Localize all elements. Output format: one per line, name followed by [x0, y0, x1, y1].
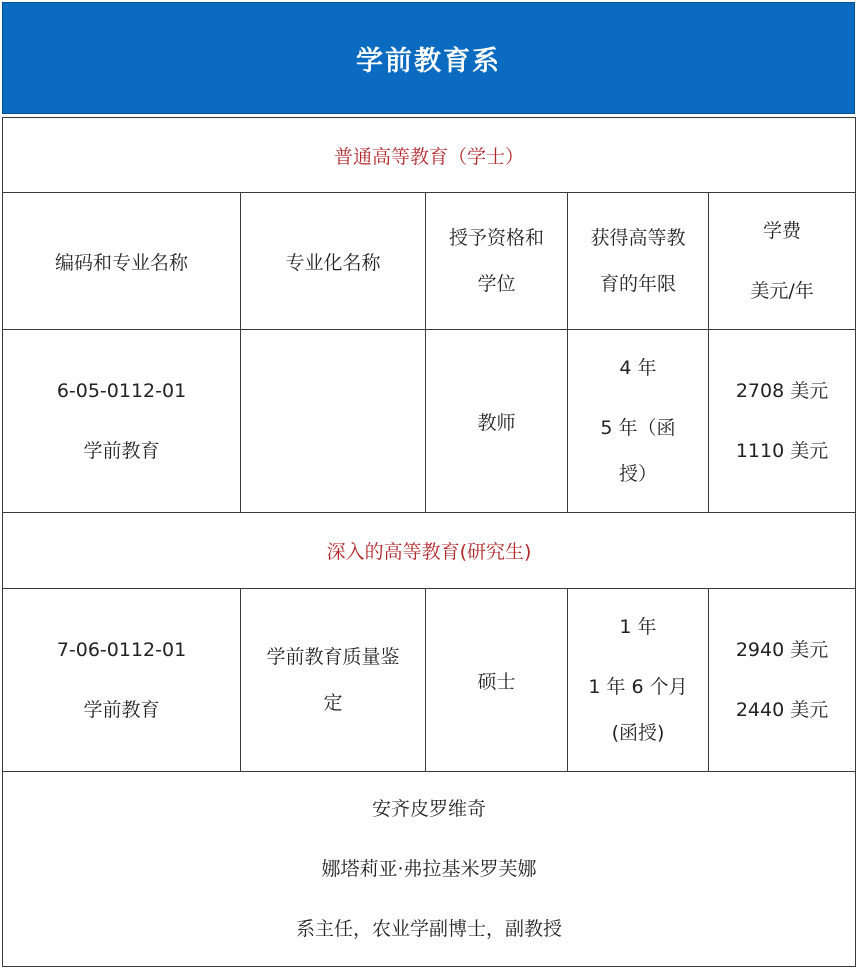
cell-code-name: [3, 330, 241, 513]
cell-qualification: [426, 589, 568, 772]
qualification-value: 教师: [477, 411, 516, 434]
column-header-qualification-line1: 授予资格和: [448, 227, 544, 249]
duration-line3: 授）: [618, 463, 657, 485]
column-header-duration: [568, 193, 709, 330]
head-surname: 安齐皮罗维奇: [372, 798, 487, 820]
qualification-value: 硕士: [477, 670, 516, 693]
footer-row: [3, 772, 856, 967]
duration-line3: (函授): [611, 722, 665, 744]
specialization-line1: 学前教育质量鉴: [266, 646, 400, 668]
section-row-bachelor: [3, 118, 856, 193]
cell-duration: [568, 589, 709, 772]
column-header-duration-line2: 育的年限: [599, 273, 676, 295]
column-header-specialization-label: 专业化名称: [285, 251, 381, 274]
fee-correspondence: 1110 美元: [735, 440, 829, 462]
cell-qualification: [426, 330, 568, 513]
duration-line2: 1 年 6 个月: [588, 676, 688, 698]
program-code: 6-05-0112-01: [56, 380, 187, 402]
column-header-fee: [709, 193, 856, 330]
cell-specialization: [241, 589, 426, 772]
section-title-bachelor: 普通高等教育（学士）: [3, 118, 856, 193]
column-header-specialization: [241, 193, 426, 330]
program-name: 学前教育: [83, 440, 160, 462]
column-header-qualification: [426, 193, 568, 330]
column-header-qualification-line2: 学位: [477, 273, 516, 295]
duration-line2: 5 年（函: [600, 417, 676, 439]
cell-specialization: [241, 330, 426, 513]
programs-table: [2, 117, 856, 967]
section-row-graduate: [3, 513, 856, 589]
column-header-row: [3, 193, 856, 330]
duration-line1: 4 年: [619, 357, 657, 379]
department-head-cell: [3, 772, 856, 967]
cell-fee: [709, 589, 856, 772]
fee-full-time: 2708 美元: [735, 380, 829, 402]
specialization-line2: 定: [323, 692, 343, 714]
department-title: 学前教育系: [2, 2, 855, 114]
head-given-names: 娜塔莉亚·弗拉基米罗芙娜: [321, 858, 537, 880]
column-header-code-name: [3, 193, 241, 330]
table-row: [3, 589, 856, 772]
table-row: [3, 330, 856, 513]
column-header-fee-line2: 美元/年: [750, 280, 814, 302]
program-code: 7-06-0112-01: [56, 639, 187, 661]
cell-duration: [568, 330, 709, 513]
cell-code-name: [3, 589, 241, 772]
column-header-duration-line1: 获得高等教: [590, 227, 686, 249]
program-name: 学前教育: [83, 699, 160, 721]
head-title: 系主任，农业学副博士，副教授: [296, 918, 563, 940]
fee-full-time: 2940 美元: [735, 639, 829, 661]
column-header-code-name-label: 编码和专业名称: [54, 251, 188, 274]
cell-fee: [709, 330, 856, 513]
duration-line1: 1 年: [619, 616, 657, 638]
fee-correspondence: 2440 美元: [735, 699, 829, 721]
section-title-graduate: 深入的高等教育(研究生): [3, 513, 856, 589]
column-header-fee-line1: 学费: [763, 220, 802, 242]
